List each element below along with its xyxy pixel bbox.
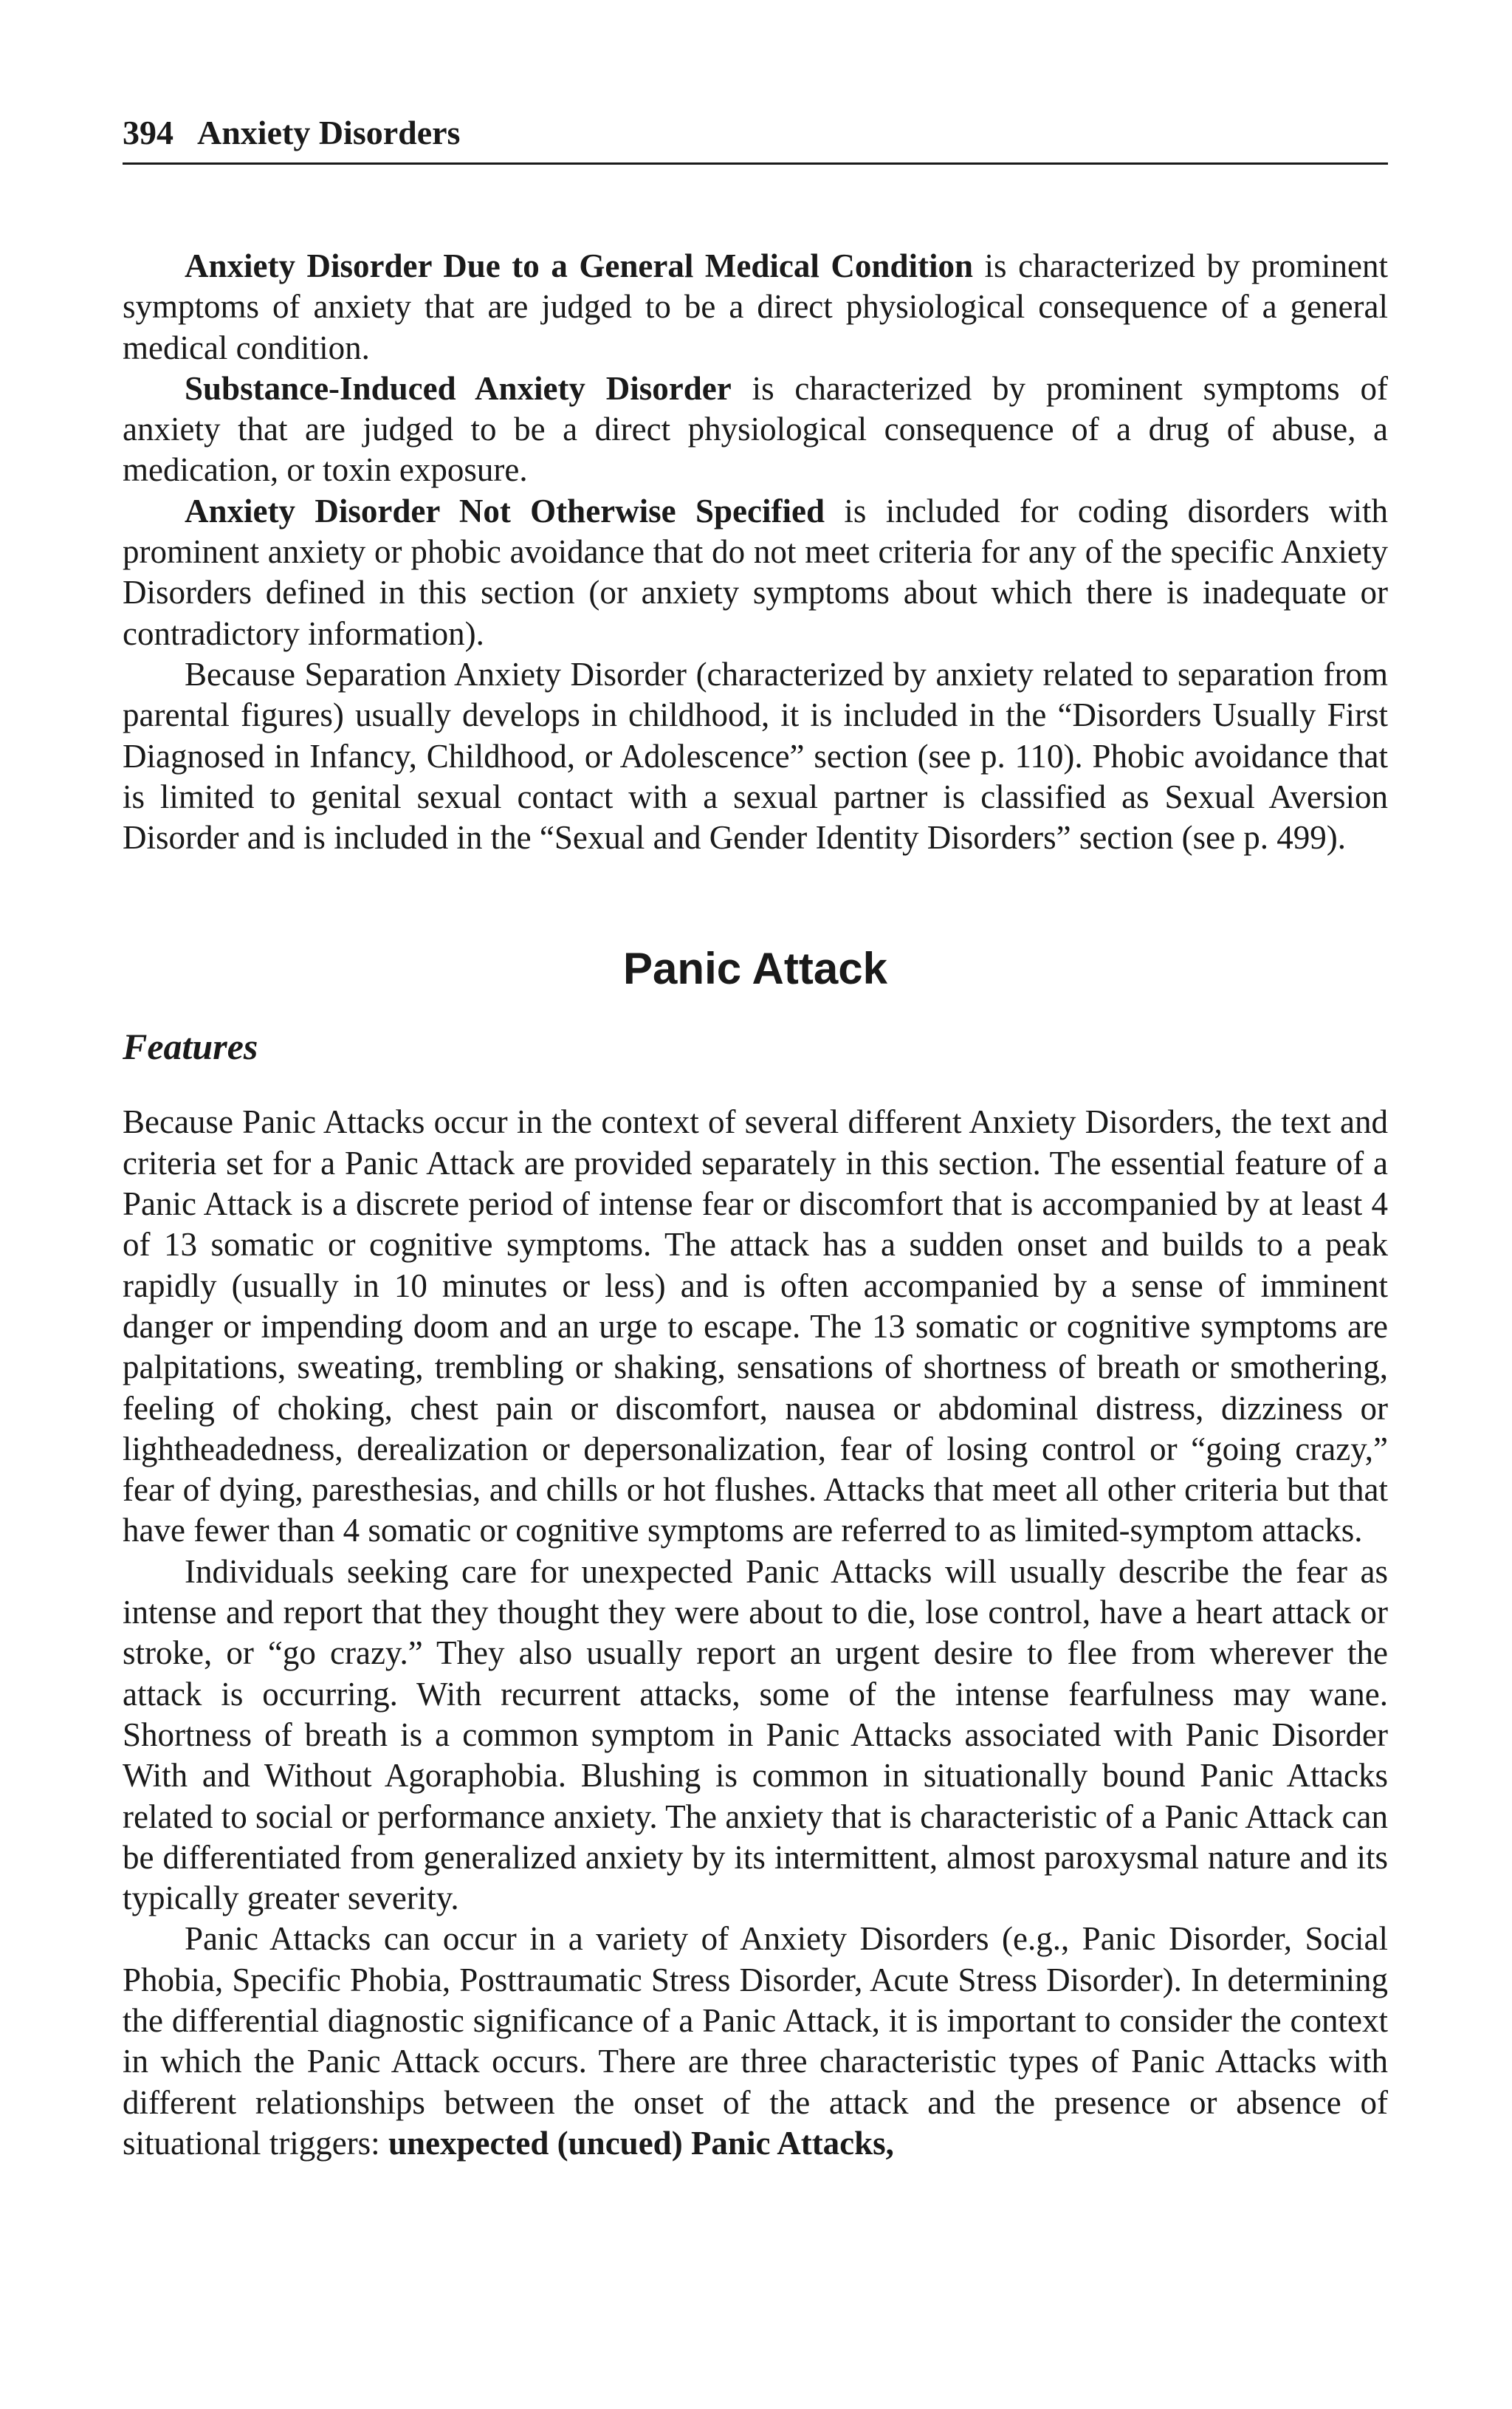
term-substance-induced: Substance-Induced Anxiety Disorder xyxy=(185,369,732,407)
term-nos: Anxiety Disorder Not Otherwise Specified xyxy=(185,492,825,530)
text-medical-condition: is characterized by prominent symptoms of anxiety that are judged to be a direct physiological consequence of a general medical condition. xyxy=(123,247,1388,366)
running-header xyxy=(123,111,1388,165)
paragraph-features-1: Because Panic Attacks occur in the context of several different Anxiety Disorders, the text and criteria set for a Panic Attack are provided separately in this section. The essential feature of a Panic Attack is a discrete period of intense fear or discomfort that is accompanied by at least 4 of 13 somatic or cognitive symptoms. The attack has a sudden onset and builds to a peak rapidly (usually in 10 minutes or less) and is often accompanied by a sense of imminent danger or impending doom and an urge to escape. The 13 somatic or cognitive symptoms are palpitations, sweating, trembling or shaking, sensations of shortness of breath or smothering, feeling of choking, chest pain or discomfort, nausea or abdominal distress, dizziness or lightheadedness, derealization or depersonalization, fear of losing control or “going crazy,” fear of dying, paresthesias, and chills or hot flushes. Attacks that meet all other criteria but that have fewer than 4 somatic or cognitive symptoms are referred to as limited-symptom attacks. xyxy=(123,1103,1388,1549)
paragraph-features-3 xyxy=(123,1919,1388,2164)
document-page xyxy=(123,111,1388,2164)
section-title: Panic Attack xyxy=(623,944,887,994)
paragraph-separation-anxiety: Because Separation Anxiety Disorder (characterized by anxiety related to separation from parental figures) usually develops in childhood, it is included in the “Disorders Usually First Diagnosed in Infancy, Childhood, or Adolescence” section (see p. 110). Phobic avoidance that is limited to genital sexual contact with a sexual partner is classified as Sexual Aversion Disorder and is included in the “Sexual and Gender Identity Disorders” section (see p. 499). xyxy=(123,655,1388,857)
paragraph-medical-condition xyxy=(123,246,1388,369)
page-number: 394 xyxy=(123,114,173,151)
text-substance-induced: is characterized by prominent symptoms of anxiety that are judged to be a direct physiological consequence of a drug of abuse, a medication, or toxin exposure. xyxy=(123,369,1388,489)
term-unexpected-panic-attacks: unexpected (uncued) Panic Attacks, xyxy=(388,2124,894,2162)
text-nos: is included for coding disorders with prominent anxiety or phobic avoidance that do not meet criteria for any of the specific Anxiety Disorders defined in this section (or anxiety symptoms about which there is inadequate or contradictory information). xyxy=(123,492,1388,652)
term-medical-condition: Anxiety Disorder Due to a General Medical Condition xyxy=(185,247,973,284)
text-features-3: Panic Attacks can occur in a variety of Anxiety Disorders (e.g., Panic Disorder, Social Phobia, Specific Phobia, Posttraumatic Stress Disorder, Acute Stress Disorder). In determining the differential diagnostic significance of a Panic Attack, it is important to consider the context in which the Panic Attack occurs. There are three characteristic types of Panic Attacks with different relationships between the onset of the attack and the presence or absence of situational triggers: xyxy=(123,1920,1388,2162)
paragraph-substance-induced xyxy=(123,369,1388,491)
paragraph-nos xyxy=(123,491,1388,654)
running-title: Anxiety Disorders xyxy=(197,114,461,151)
subsection-title: Features xyxy=(123,1026,258,1068)
paragraph-features-2: Individuals seeking care for unexpected Panic Attacks will usually describe the fear as intense and report that they thought they were about to die, lose control, have a heart attack or stroke, or “go crazy.” They also usually report an urgent desire to flee from wherever the attack is occurring. With recurrent attacks, some of the intense fearfulness may wane. Shortness of breath is a common symptom in Panic Attacks associated with Panic Disorder With and Without Agoraphobia. Blushing is common in situationally bound Panic Attacks related to social or performance anxiety. The anxiety that is characteristic of a Panic Attack can be differentiated from generalized anxiety by its intermittent, almost paroxysmal nature and its typically greater severity. xyxy=(123,1552,1388,1917)
